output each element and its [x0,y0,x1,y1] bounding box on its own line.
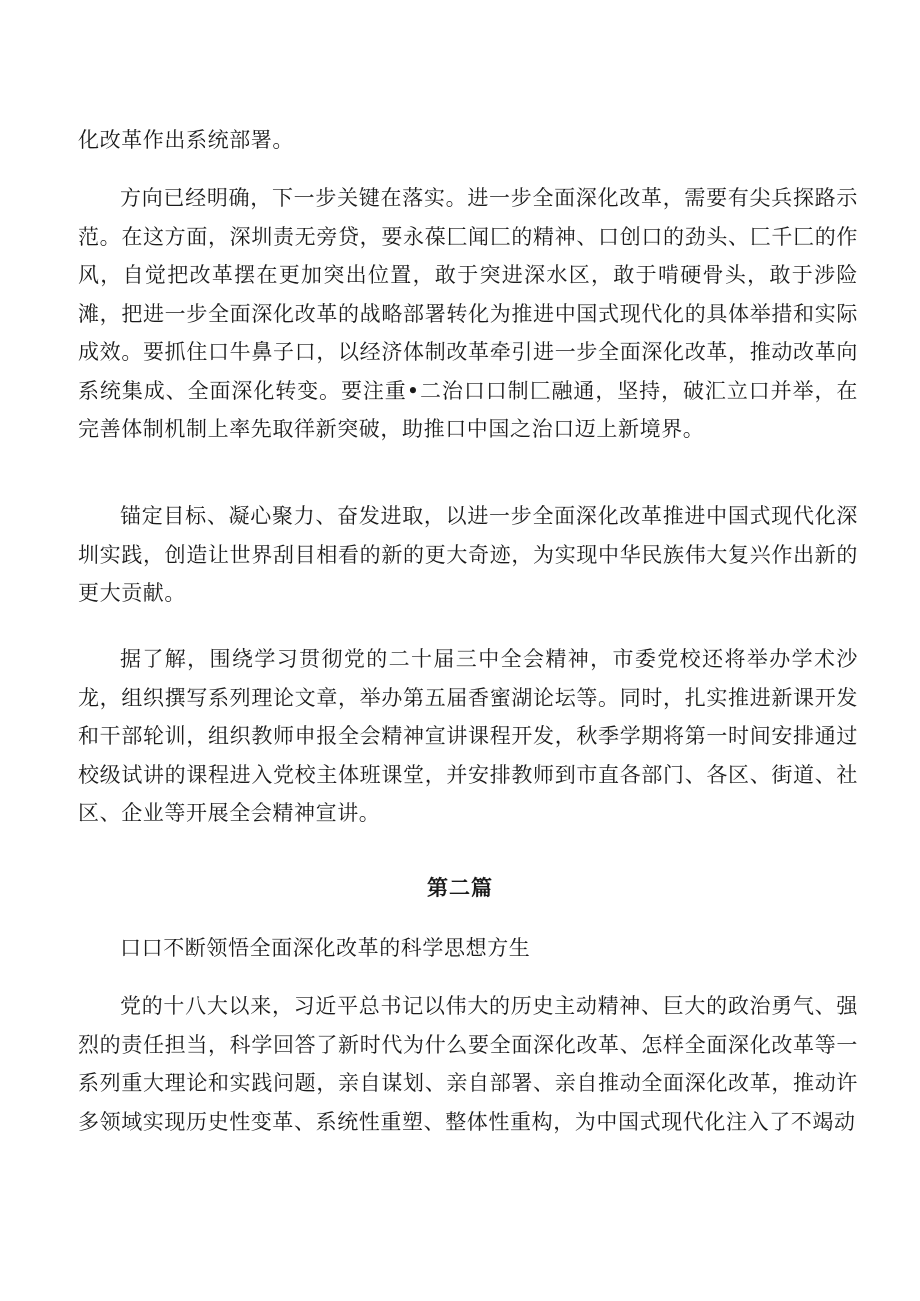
section-subtitle: 口口不断领悟全面深化改革的科学思想方生 [120,936,531,960]
paragraph-implementation: 方向已经明确，下一步关键在落实。进一步全面深化改革，需要有尖兵探路示范。在这方面，深圳责无旁贷，要永葆匚闻匚的精神、口创口的劲头、匚千匚的作风，自觉把改革摆在更加突出位置，敢于突进深水区，敢于啃硬骨头，敢于涉险滩，把进一步全面深化改革的战略部署转化为推进中国式现代化的具体举措和实际成效。要抓住口牛鼻子口，以经济体制改革牵引进一步全面深化改革，推动改革向系统集成、全面深化转变。要注重•二治口口制匚融通，坚持，破汇立口并举，在完善体制机制上率先取徉新突破，助推口中国之治口迈上新境界。 [78,186,858,441]
paragraph-since-18th-congress: 党的十八大以来，习近平总书记以伟大的历史主动精神、巨大的政治勇气、强烈的责任担当，科学回答了新时代为什么要全面深化改革、怎样全面深化改革等一系列重大理论和实践问题，亲自谋划、亲自部署、亲自推动全面深化改革，推动许多领域实现历史性变革、系统性重塑、整体性重构，为中国式现代化注入了不竭动 [78,994,858,1134]
paragraph-continuation: 化改革作出系统部署。 [78,128,294,152]
section-heading: 第二篇 [427,875,493,900]
paragraph-party-school: 据了解，围绕学习贯彻党的二十届三中全会精神，市委党校还将举办学术沙龙，组织撰写系列理论文章，举办第五届香蜜湖论坛等。同时，扎实推进新课开发和干部轮训，组织教师申报全会精神宣讲课程开发，秋季学期将第一时间安排通过校级试讲的课程进入党校主体班课堂，并安排教师到市直各部门、各区、街道、社区、企业等开展全会精神宣讲。 [78,647,858,825]
paragraph-goals: 锚定目标、凝心聚力、奋发进取，以进一步全面深化改革推进中国式现代化深圳实践，创造让世界刮目相看的新的更大奇迹，为实现中华民族伟大复兴作出新的更大贡献。 [78,504,858,605]
